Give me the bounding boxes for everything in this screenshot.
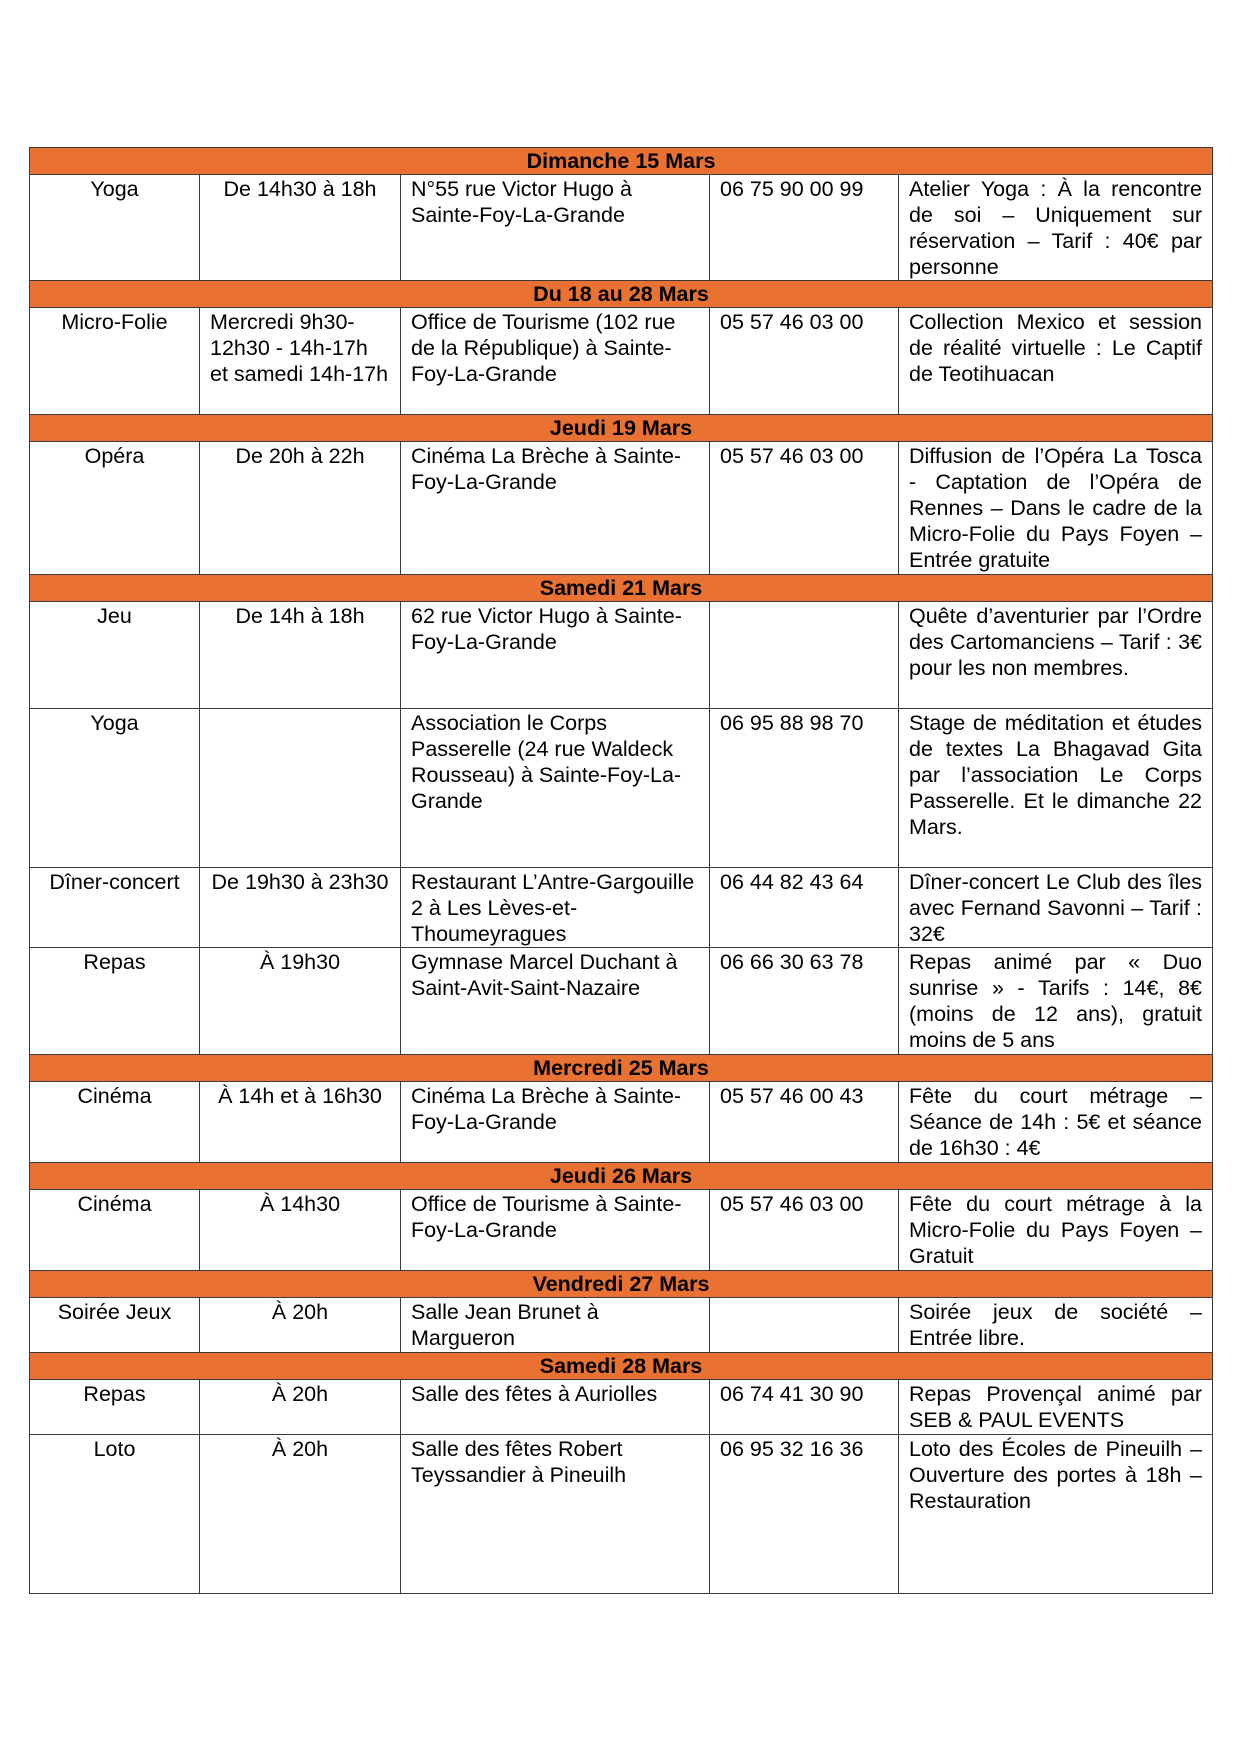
event-place: 62 rue Victor Hugo à Sainte-Foy-La-Grande (401, 602, 710, 709)
event-time: De 20h à 22h (200, 442, 401, 575)
event-place: Association le Corps Passerelle (24 rue Waldeck Rousseau) à Sainte-Foy-La-Grande (401, 709, 710, 868)
event-row (30, 442, 1213, 575)
event-type: Yoga (30, 709, 200, 868)
event-time: De 14h30 à 18h (200, 175, 401, 281)
day-header (30, 1055, 1213, 1082)
event-type: Yoga (30, 175, 200, 281)
event-place: Restaurant L’Antre-Gargouille 2 à Les Lèves-et-Thoumeyragues (401, 868, 710, 948)
event-type: Cinéma (30, 1190, 200, 1271)
event-phone: 06 74 41 30 90 (710, 1380, 899, 1435)
event-phone (710, 602, 899, 709)
event-description: Fête du court métrage – Séance de 14h : 5€ et séance de 16h30 : 4€ (899, 1082, 1213, 1163)
event-place: Office de Tourisme (102 rue de la République) à Sainte-Foy-La-Grande (401, 308, 710, 415)
event-description: Repas Provençal animé par SEB & PAUL EVENTS (899, 1380, 1213, 1435)
event-place: Gymnase Marcel Duchant à Saint-Avit-Saint-Nazaire (401, 948, 710, 1055)
event-phone: 05 57 46 00 43 (710, 1082, 899, 1163)
event-time: À 14h30 (200, 1190, 401, 1271)
event-type: Soirée Jeux (30, 1298, 200, 1353)
event-time: À 20h (200, 1380, 401, 1435)
event-row (30, 308, 1213, 415)
day-title: Mercredi 25 Mars (30, 1055, 1213, 1082)
event-type: Opéra (30, 442, 200, 575)
event-phone: 05 57 46 03 00 (710, 442, 899, 575)
day-header (30, 415, 1213, 442)
event-place: Cinéma La Brèche à Sainte-Foy-La-Grande (401, 1082, 710, 1163)
event-time: À 19h30 (200, 948, 401, 1055)
event-phone: 05 57 46 03 00 (710, 1190, 899, 1271)
event-phone: 06 95 32 16 36 (710, 1435, 899, 1594)
event-row (30, 1082, 1213, 1163)
event-description: Loto des Écoles de Pineuilh – Ouverture des portes à 18h – Restauration (899, 1435, 1213, 1594)
event-type: Repas (30, 1380, 200, 1435)
event-type: Jeu (30, 602, 200, 709)
event-row (30, 948, 1213, 1055)
event-description: Atelier Yoga : À la rencontre de soi – Uniquement sur réservation – Tarif : 40€ par personne (899, 175, 1213, 281)
day-title: Jeudi 19 Mars (30, 415, 1213, 442)
day-header (30, 1271, 1213, 1298)
day-title: Dimanche 15 Mars (30, 148, 1213, 175)
event-description: Repas animé par « Duo sunrise » - Tarifs : 14€, 8€ (moins de 12 ans), gratuit moins de 5 ans (899, 948, 1213, 1055)
event-row (30, 602, 1213, 709)
event-type: Dîner-concert (30, 868, 200, 948)
event-row (30, 1435, 1213, 1594)
event-row (30, 709, 1213, 868)
day-header (30, 148, 1213, 175)
event-description: Soirée jeux de société – Entrée libre. (899, 1298, 1213, 1353)
events-table (29, 147, 1213, 1594)
event-row (30, 1298, 1213, 1353)
day-title: Du 18 au 28 Mars (30, 281, 1213, 308)
event-place: N°55 rue Victor Hugo à Sainte-Foy-La-Grande (401, 175, 710, 281)
event-time: À 14h et à 16h30 (200, 1082, 401, 1163)
event-time (200, 709, 401, 868)
day-title: Samedi 21 Mars (30, 575, 1213, 602)
event-description: Collection Mexico et session de réalité virtuelle : Le Captif de Teotihuacan (899, 308, 1213, 415)
event-time: Mercredi 9h30-12h30 - 14h-17h et samedi 14h-17h (200, 308, 401, 415)
day-header (30, 1163, 1213, 1190)
event-time: À 20h (200, 1298, 401, 1353)
event-time: À 20h (200, 1435, 401, 1594)
day-header (30, 281, 1213, 308)
event-place: Salle Jean Brunet à Margueron (401, 1298, 710, 1353)
event-description: Quête d’aventurier par l’Ordre des Cartomanciens – Tarif : 3€ pour les non membres. (899, 602, 1213, 709)
day-header (30, 1353, 1213, 1380)
event-type: Loto (30, 1435, 200, 1594)
event-phone: 06 66 30 63 78 (710, 948, 899, 1055)
event-phone (710, 1298, 899, 1353)
event-time: De 14h à 18h (200, 602, 401, 709)
event-row (30, 868, 1213, 948)
event-description: Diffusion de l’Opéra La Tosca - Captation de l’Opéra de Rennes – Dans le cadre de la Micro-Folie du Pays Foyen – Entrée gratuite (899, 442, 1213, 575)
event-description: Stage de méditation et études de textes La Bhagavad Gita par l’association Le Corps Passerelle. Et le dimanche 22 Mars. (899, 709, 1213, 868)
day-title: Samedi 28 Mars (30, 1353, 1213, 1380)
event-row (30, 175, 1213, 281)
event-description: Fête du court métrage à la Micro-Folie du Pays Foyen – Gratuit (899, 1190, 1213, 1271)
event-phone: 06 44 82 43 64 (710, 868, 899, 948)
event-phone: 06 75 90 00 99 (710, 175, 899, 281)
event-type: Micro-Folie (30, 308, 200, 415)
event-type: Repas (30, 948, 200, 1055)
event-type: Cinéma (30, 1082, 200, 1163)
event-place: Office de Tourisme à Sainte-Foy-La-Grande (401, 1190, 710, 1271)
day-title: Vendredi 27 Mars (30, 1271, 1213, 1298)
event-phone: 06 95 88 98 70 (710, 709, 899, 868)
event-place: Cinéma La Brèche à Sainte-Foy-La-Grande (401, 442, 710, 575)
event-place: Salle des fêtes Robert Teyssandier à Pineuilh (401, 1435, 710, 1594)
day-title: Jeudi 26 Mars (30, 1163, 1213, 1190)
event-phone: 05 57 46 03 00 (710, 308, 899, 415)
day-header (30, 575, 1213, 602)
event-place: Salle des fêtes à Auriolles (401, 1380, 710, 1435)
event-description: Dîner-concert Le Club des îles avec Fernand Savonni – Tarif : 32€ (899, 868, 1213, 948)
event-row (30, 1380, 1213, 1435)
event-time: De 19h30 à 23h30 (200, 868, 401, 948)
event-row (30, 1190, 1213, 1271)
